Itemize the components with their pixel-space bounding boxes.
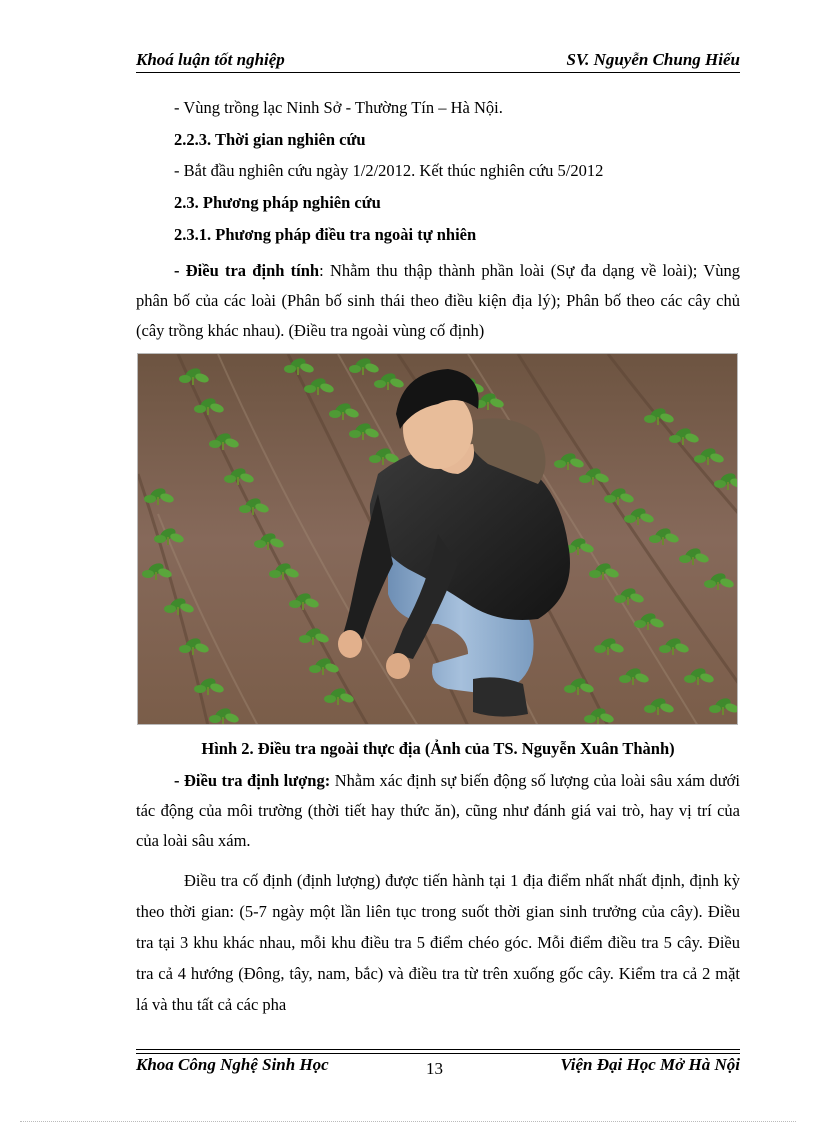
footer-faculty: Khoa Công Nghệ Sinh Học <box>136 1055 329 1074</box>
qualitative-lead: - Điều tra định tính <box>174 261 320 280</box>
header-thesis-title: Khoá luận tốt nghiệp <box>136 50 285 69</box>
paragraph-location: - Vùng trồng lạc Ninh Sở - Thường Tín – Hà Nội. <box>174 98 503 117</box>
page-edge <box>20 1121 796 1122</box>
paragraph-fixed-survey: Điều tra cố định (định lượng) được tiến hành tại 1 địa điểm nhất nhất định, định kỳ theo thời gian: (5-7 ngày một lần liên tục trong suốt thời gian sinh trưởng của cây). Điều tra tại 3 khu khác nhau, mỗi khu điều tra 5 điểm chéo góc. Mỗi điểm điều tra 5 cây. Điều tra cả 4 hướng (Đông, tây, nam, bắc) và điều tra từ trên xuống gốc cây. Kiểm tra cả 2 mặt lá và thu tất cả các pha <box>136 871 740 1014</box>
paragraph-qualitative <box>136 256 740 346</box>
footer-divider-bottom <box>136 1053 740 1054</box>
page-number: 13 <box>426 1059 443 1078</box>
heading-2-3: 2.3. Phương pháp nghiên cứu <box>174 193 381 212</box>
paragraph-time: - Bắt đầu nghiên cứu ngày 1/2/2012. Kết thúc nghiên cứu 5/2012 <box>174 161 604 180</box>
heading-2-2-3: 2.2.3. Thời gian nghiên cứu <box>174 130 366 149</box>
footer-divider-top <box>136 1049 740 1050</box>
footer-institute: Viện Đại Học Mở Hà Nội <box>560 1055 740 1074</box>
header-student-name: SV. Nguyễn Chung Hiếu <box>566 50 740 69</box>
quantitative-lead: - Điều tra định lượng: <box>174 771 331 790</box>
field-survey-photo <box>137 353 738 725</box>
header-divider <box>136 72 740 73</box>
quantitative-text: Nhằm xác định sự biến động số lượng của loài sâu xám dưới tác động của môi trường (thời tiết hay thức ăn), cũng như đánh giá vai trò, hay vị trí của của loài sâu xám. <box>136 771 740 850</box>
figure-caption: Hình 2. Điều tra ngoài thực địa (Ảnh của TS. Nguyễn Xuân Thành) <box>201 739 675 758</box>
qualitative-text: : Nhằm thu thập thành phần loài (Sự đa dạng về loài); Vùng phân bố của các loài (Phân bố sinh thái theo điều kiện địa lý); Phân bố theo các cây chủ (cây trồng khác nhau). (Điều tra ngoài vùng cố định) <box>136 261 740 340</box>
page-footer <box>136 1055 740 1077</box>
heading-2-3-1: 2.3.1. Phương pháp điều tra ngoài tự nhiên <box>174 225 477 244</box>
page-header <box>136 50 740 70</box>
paragraph-quantitative <box>136 766 740 856</box>
